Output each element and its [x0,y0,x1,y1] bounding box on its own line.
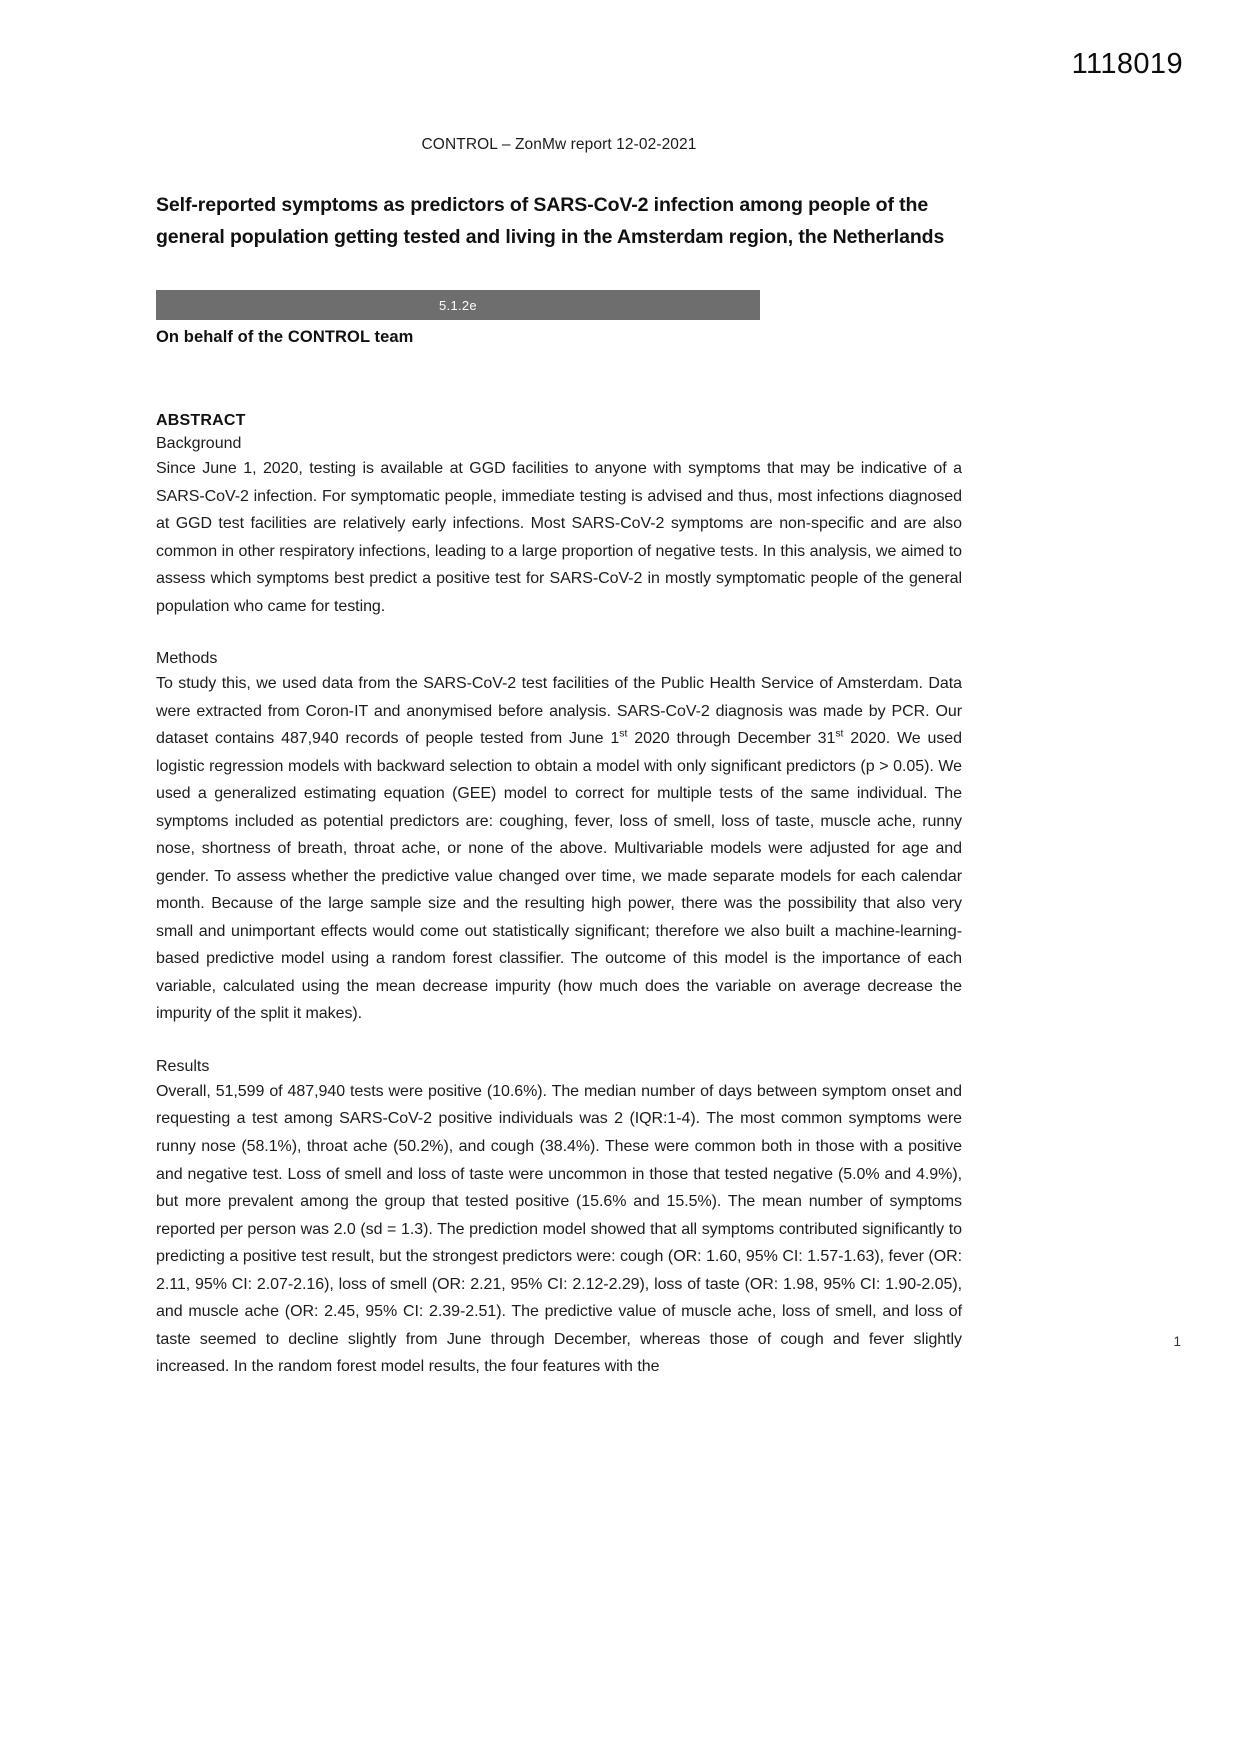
section-label-methods: Methods [156,650,218,668]
abstract-heading: ABSTRACT [156,412,246,430]
redaction-bar [156,290,760,320]
section-paragraph-methods: To study this, we used data from the SARS-CoV-2 test facilities of the Public Health Service of Amsterdam. Data were extracted from Coron-IT and anonymised before analysis. SARS-CoV-2 diagnosis was made by PCR. Our dataset contains 487,940 records of people tested from June 1st 2020 through December 31st 2020. We used logistic regression models with backward selection to obtain a model with only significant predictors (p > 0.05). We used a generalized estimating equation (GEE) model to correct for multiple tests of the same individual. The symptoms included as potential predictors are: coughing, fever, loss of smell, loss of taste, muscle ache, runny nose, shortness of breath, throat ache, or none of the above. Multivariable models were adjusted for age and gender. To assess whether the predictive value changed over time, we made separate models for each calendar month. Because of the large sample size and the resulting high power, there was the possibility that also very small and unimportant effects would come out statistically significant; therefore we also built a machine-learning-based predictive model using a random forest classifier. The outcome of this model is the importance of each variable, calculated using the mean decrease impurity (how much does the variable on average decrease the impurity of the split it makes). [156,675,962,1023]
page-title: Self-reported symptoms as predictors of SARS-CoV-2 infection among people of the general population getting tested and living in the Amsterdam region, the Netherlands [156,194,945,248]
section-paragraph-results: Overall, 51,599 of 487,940 tests were positive (10.6%). The median number of days between symptom onset and requesting a test among SARS-CoV-2 positive individuals was 2 (IQR:1-4). The most common symptoms were runny nose (58.1%), throat ache (50.2%), and cough (38.4%). These were common both in those with a positive and negative test. Loss of smell and loss of taste were uncommon in those that tested negative (5.0% and 4.9%), but more prevalent among the group that tested positive (15.6% and 15.5%). The mean number of symptoms reported per person was 2.0 (sd = 1.3). The prediction model showed that all symptoms contributed significantly to predicting a positive test result, but the strongest predictors were: cough (OR: 1.60, 95% CI: 1.57-1.63), fever (OR: 2.11, 95% CI: 2.07-2.16), loss of smell (OR: 2.21, 95% CI: 2.12-2.29), loss of taste (OR: 1.98, 95% CI: 1.90-2.05), and muscle ache (OR: 2.45, 95% CI: 2.39-2.51). The predictive value of muscle ache, loss of smell, and loss of taste seemed to decline slightly from June through December, whereas those of cough and fever slightly increased. In the random forest model results, the four features with the [156,1082,962,1376]
byline: On behalf of the CONTROL team [156,328,414,347]
page-number: 1 [1173,1334,1181,1349]
running-header: CONTROL – ZonMw report 12-02-2021 [421,136,697,153]
section-label-results: Results [156,1057,210,1075]
redaction-label: 5.1.2e [439,297,477,313]
section-label-background: Background [156,435,242,453]
content-column [156,190,962,1381]
section-paragraph-background: Since June 1, 2020, testing is available at GGD facilities to anyone with symptoms that may be indicative of a SARS-CoV-2 infection. For symptomatic people, immediate testing is advised and thus, most infections diagnosed at GGD test facilities are relatively early infections. Most SARS-CoV-2 symptoms are non-specific and are also common in other respiratory infections, leading to a large proportion of negative tests. In this analysis, we aimed to assess which symptoms best predict a positive test for SARS-CoV-2 in mostly symptomatic people of the general population who came for testing. [156,460,962,615]
document-number: 1118019 [1071,48,1183,80]
